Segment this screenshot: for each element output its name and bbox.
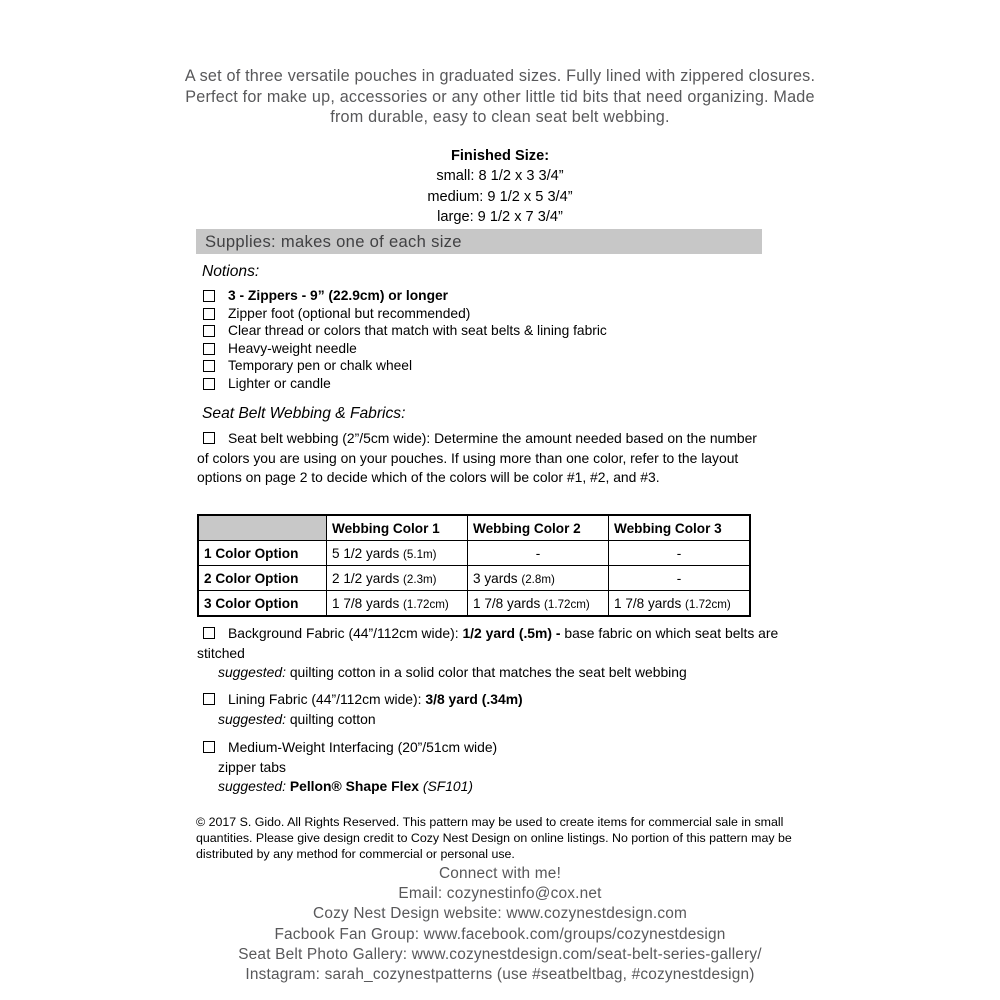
table-cell [327,541,468,566]
seat-belt-webbing-text: Seat belt webbing (2”/5cm wide): Determine the amount needed based on the number of colors you are using on your pouches. If using more than one color, refer to the layout options on page 2 to decide which of the colors will be color #1, #2, and #3. [197,430,757,486]
checkbox-icon [203,360,215,372]
yardage-value: - [676,570,682,586]
notion-item-label: Clear thread or colors that match with seat belts & lining fabric [228,323,607,339]
interfacing-sub: zipper tabs [218,758,286,775]
suggested-note [218,710,779,730]
yardage-value: 2 1/2 yards [332,570,400,586]
yardage-value: 1 7/8 yards [332,595,400,611]
background-fabric-label: Background Fabric (44”/112cm wide): [228,625,463,641]
contact-line-facebook: Facbook Fan Group: www.facebook.com/groups/cozynestdesign [274,925,726,943]
table-row [198,566,750,591]
notion-item [203,322,607,340]
intro-paragraph: A set of three versatile pouches in graduated sizes. Fully lined with zippered closures. Perfect for make up, accessories or any other little tid bits that need organizing. Made from durable, easy to clean seat belt webbing. [184,67,816,127]
suggested-product: Pellon® Shape Flex [289,778,423,795]
notion-item [203,375,607,393]
table-cell [609,591,751,617]
finished-size-small: small: 8 1/2 x 3 3/4” [436,168,564,185]
contact-line-website: Cozy Nest Design website: www.cozynestdesign.com [313,905,687,923]
connect-title: Connect with me! [438,865,562,882]
yardage-metric: (1.72cm) [403,597,449,611]
yardage-metric: (1.72cm) [685,597,731,611]
suggested-text: quilting cotton in a solid color that matches the seat belt webbing [285,664,687,681]
finished-size-title: Finished Size: [450,148,550,164]
notion-item-label: Zipper foot (optional but recommended) [228,305,471,321]
interfacing-line [197,738,779,758]
notion-item-label: Temporary pen or chalk wheel [228,358,413,374]
table-cell [468,541,609,566]
interfacing-label: Medium-Weight Interfacing (20”/51cm wide) [228,739,498,755]
table-cell [327,566,468,591]
table-cell [327,591,468,617]
table-row [198,541,750,566]
lining-fabric-line [197,690,779,710]
notion-item-label: Lighter or candle [228,375,331,391]
yardage-metric: (5.1m) [403,547,437,561]
copyright-text: © 2017 S. Gido. All Rights Reserved. This pattern may be used to create items for commercial sale in small quantities. Please give design credit to Cozy Nest Design on online listings. No portion of this pattern may be distributed by any method for commercial or personal use. [196,815,792,861]
suggested-label: suggested: [218,710,286,727]
checkbox-icon [203,325,215,337]
suggested-text: quilting cotton [285,710,376,727]
suggested-note [218,777,779,797]
notion-item [203,287,607,305]
table-corner-cell [198,515,327,541]
checkbox-icon [203,343,215,355]
checkbox-icon [203,308,215,320]
yardage-value: 3 yards [473,570,518,586]
table-row-label: 1 Color Option [198,541,327,566]
table-cell [609,541,751,566]
finished-size-medium: medium: 9 1/2 x 5 3/4” [427,188,573,205]
notions-heading: Notions: [202,263,260,280]
background-fabric-line [197,624,779,663]
suggested-product-code: (SF101) [422,778,473,795]
contact-line-instagram: Instagram: sarah_cozynestpatterns (use #seatbeltbag, #cozynestdesign) [245,966,755,984]
webbing-fabrics-heading: Seat Belt Webbing & Fabrics: [202,405,406,422]
notion-item [203,340,607,358]
suggested-label: suggested: [218,778,290,795]
table-header-cell: Webbing Color 3 [609,515,751,541]
finished-size-large: large: 9 1/2 x 7 3/4” [437,209,563,226]
table-row-label: 3 Color Option [198,591,327,617]
yardage-value: 1 7/8 yards [473,595,541,611]
yardage-value: 5 1/2 yards [332,545,400,561]
table-header-row [198,515,750,541]
notion-item-label: Heavy-weight needle [228,340,357,356]
checkbox-icon [203,290,215,302]
notion-item-label: 3 - Zippers - 9” (22.9cm) or longer [228,288,449,303]
yardage-value: - [535,545,541,561]
yardage-metric: (2.8m) [521,572,555,586]
table-header-cell: Webbing Color 2 [468,515,609,541]
suggested-label: suggested: [218,664,286,681]
table-row-label: 2 Color Option [198,566,327,591]
yardage-value: 1 7/8 yards [614,595,682,611]
yardage-metric: (2.3m) [403,572,437,586]
checkbox-icon [203,432,215,444]
notion-item [203,305,607,323]
checkbox-icon [203,741,215,753]
table-cell [468,566,609,591]
lining-fabric-yardage: 3/8 yard (.34m) [425,691,523,707]
background-fabric-yardage: 1/2 yard (.5m) - [462,625,565,641]
table-cell [468,591,609,617]
notion-item [203,357,607,375]
webbing-yardage-table [197,514,751,617]
suggested-note [218,663,779,683]
supplies-banner: Supplies: makes one of each size [196,229,762,254]
contact-section [0,864,1000,985]
yardage-value: - [676,545,682,561]
lining-fabric-label: Lining Fabric (44”/112cm wide): [228,691,426,707]
contact-line-gallery: Seat Belt Photo Gallery: www.cozynestdesign.com/seat-belt-series-gallery/ [238,945,762,963]
checkbox-icon [203,627,215,639]
background-fabric-item [197,624,779,683]
background-fabric-note: base fabric on which seat belts are stitched [197,625,779,661]
interfacing-item [197,738,779,797]
yardage-metric: (1.72cm) [544,597,590,611]
lining-fabric-item [197,690,779,729]
checkbox-icon [203,378,215,390]
table-cell [609,566,751,591]
checkbox-icon [203,693,215,705]
table-row [198,591,750,617]
table-header-cell: Webbing Color 1 [327,515,468,541]
finished-size-section [0,146,1000,228]
notions-checklist [203,287,607,393]
contact-line-email: Email: cozynestinfo@cox.net [398,885,602,903]
seat-belt-webbing-item [197,429,765,488]
